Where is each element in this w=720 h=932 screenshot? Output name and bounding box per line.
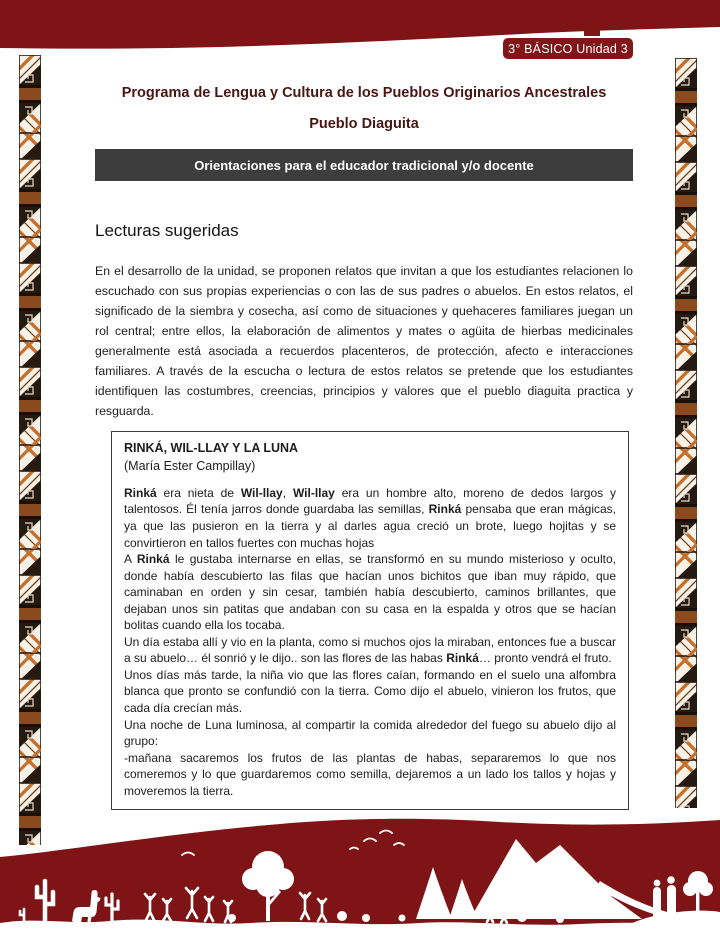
left-border-pattern-strip xyxy=(19,55,41,845)
doc-title: Programa de Lengua y Cultura de los Pueblos Originarios Ancestrales xyxy=(121,85,607,101)
right-border-pattern-strip xyxy=(675,58,697,808)
orientation-banner xyxy=(95,149,633,181)
intro-paragraph: En el desarrollo de la unidad, se proponen relatos que invitan a que los estudiantes relacionen lo escuchado con sus propias experiencias o con las de sus padres o abuelos. En estos relatos, el significado de la siembra y cosecha, así como de situaciones y quehaceres familiares juegan un rol central; entre ellos, la elaboración de alimentos y mates o agüita de hierbas medicinales generalmente está asociada a recuerdos placenteros, de protección, afecto e interacciones familiares. A través de la escucha o lectura de estos relatos se pretende que los estudiantes identifiquen las costumbres, creencias, principios y valores que el pueblo diaguita practica y resguarda. xyxy=(95,264,633,419)
right-tree-silhouette xyxy=(696,891,699,921)
unit-badge xyxy=(501,36,635,61)
doc-subtitle: Pueblo Diaguita xyxy=(309,116,419,133)
content-column xyxy=(95,84,633,810)
footer-art xyxy=(0,817,720,932)
story-author: (María Ester Campillay) xyxy=(124,458,256,473)
story-title: RINKÁ, WIL-LLAY Y LA LUNA xyxy=(124,441,299,456)
unit-badge-label: 3° BÁSICO Unidad 3 xyxy=(508,41,628,56)
section-heading: Lecturas sugeridas xyxy=(95,221,239,241)
story-box xyxy=(111,431,629,810)
story-body: Rinká era nieta de Wil-llay, Wil-llay era un hombre alto, moreno de dedos largos y talentosos. Él tenía jarros donde guardaba las semillas, Rinká pensaba que eran mágicas, ya que las pusieron en la tierra y al darles agua creció un brote, luego hojitas y se convirtieron en tallos fuertes con muchas hojas A Rinká le gustaba internarse en ellas, se transformó en su mundo misterioso y oculto, donde había descubierto las filas que hacían unos bichitos que iban muy rápido, que caminaban en orden y sin cesar, también había descubierto, caminos brillantes, que dejaban unos sin patitas que andaban con su casa en la espalda y otros que se hacían bolitas cuando ella los tocaba. Un día estaba allí y vio en la planta, como si muchos ojos la miraban, entonces fue a buscar a su abuelo… él sonrió y le dijo.. son las flores de las habas Rinká… pronto vendrá el fruto. Unos días más tarde, la niña vio que las flores caían, formando en el suelo una alfombra blanca que pronto se confundió con la tierra. Como dijo el abuelo, vinieron los frutos, que cada día crecían más. Una noche de Luna luminosa, al compartir la comida alrededor del fuego su abuelo dijo al grupo: -mañana sacaremos los frutos de las plantas de habas, separaremos lo que nos comeremos y lo que guardaremos como semilla, dejaremos a un lado los tallos y hojas y moveremos la tierra. xyxy=(124,485,617,798)
orientation-banner-label: Orientaciones para el educador tradicional y/o docente xyxy=(194,157,534,173)
